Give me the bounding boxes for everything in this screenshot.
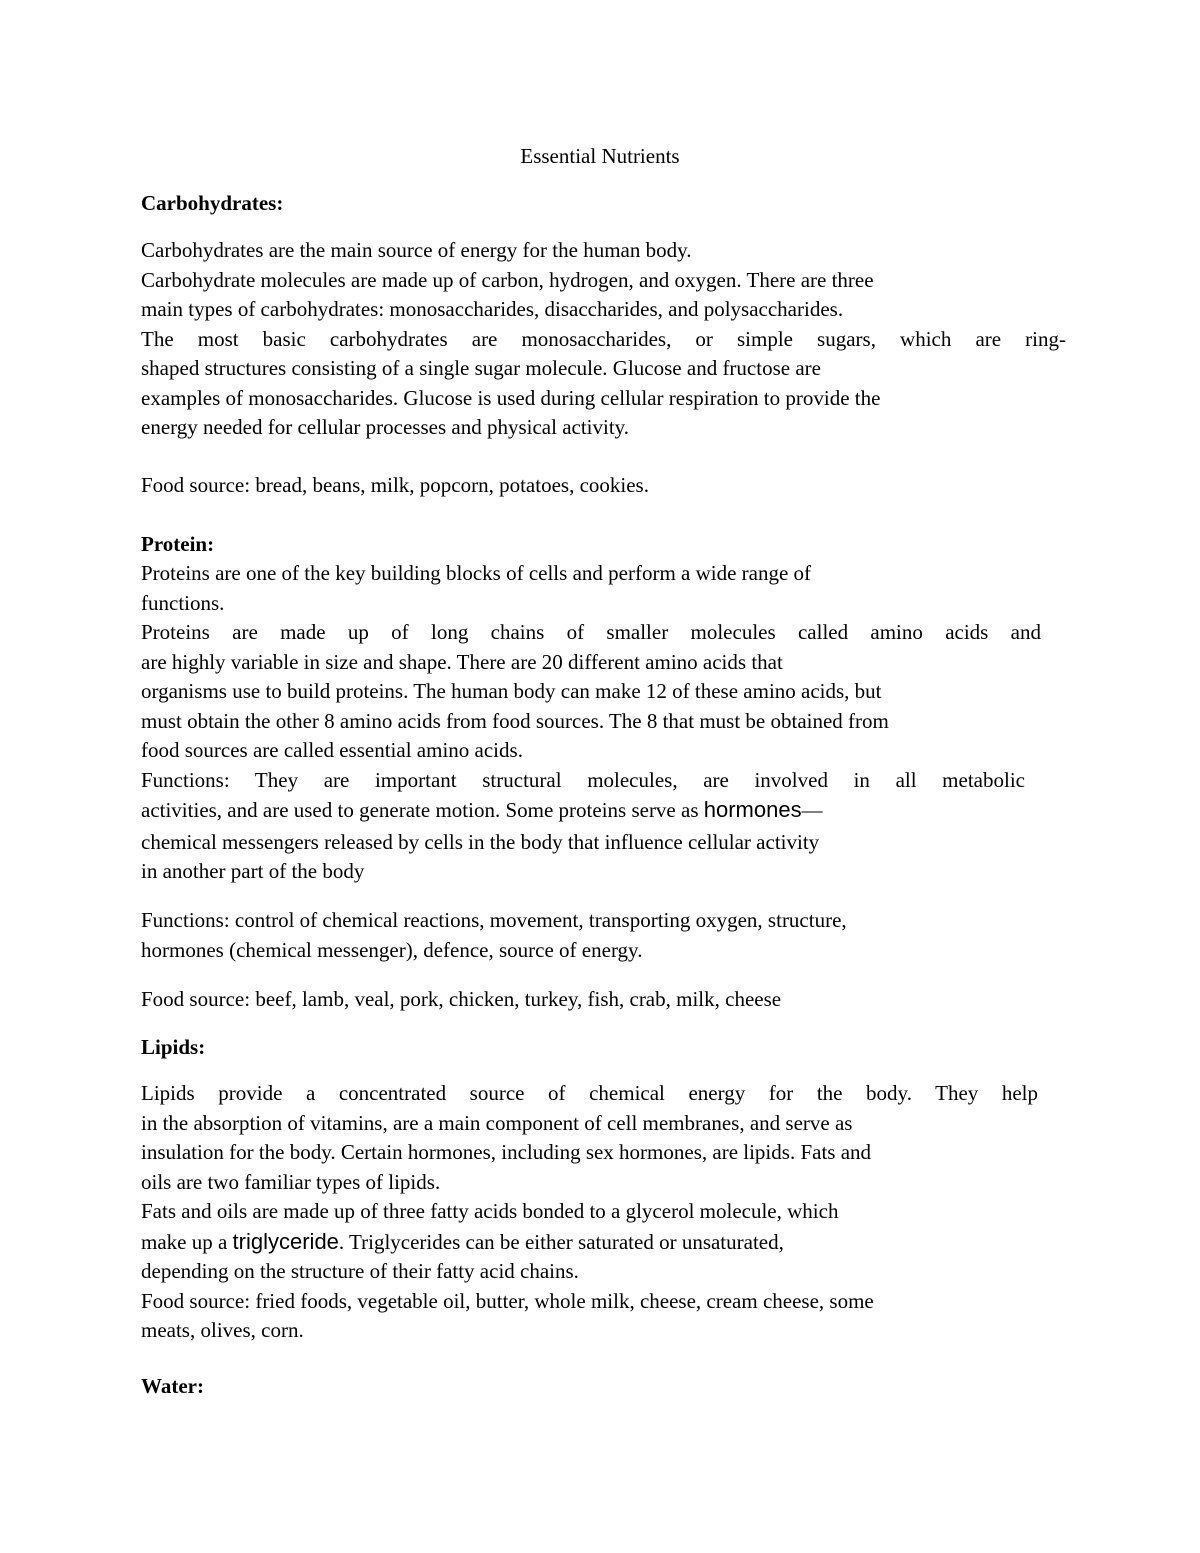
protein-paragraph	[141, 559, 1066, 887]
paragraph-line: are highly variable in size and shape. There are 20 different amino acids that	[141, 649, 783, 674]
paragraph-line: Functions: control of chemical reactions, movement, transporting oxygen, structure,	[141, 908, 847, 932]
carbohydrates-paragraph	[141, 236, 1066, 443]
line-text: make up a	[141, 1229, 228, 1254]
paragraph-line: Functions: They are important structural molecules, are involved in all metabolic	[141, 767, 1025, 792]
paragraph-line: Food source: fried foods, vegetable oil, butter, whole milk, cheese, cream cheese, some	[141, 1288, 874, 1313]
paragraph-line: functions.	[141, 590, 225, 615]
paragraph-line: examples of monosaccharides. Glucose is used during cellular respiration to provide the	[141, 385, 881, 410]
paragraph-line: must obtain the other 8 amino acids from food sources. The 8 that must be obtained from	[141, 708, 889, 733]
paragraph-line: hormones (chemical messenger), defence, source of energy.	[141, 937, 643, 962]
lipids-heading: Lipids:	[141, 1035, 206, 1059]
water-heading: Water:	[141, 1374, 204, 1398]
paragraph-line: insulation for the body. Certain hormones, including sex hormones, are lipids. Fats and	[141, 1140, 872, 1164]
paragraph-line: in another part of the body	[141, 859, 365, 883]
protein-food-source: Food source: beef, lamb, veal, pork, chicken, turkey, fish, crab, milk, cheese	[141, 987, 782, 1011]
paragraph-line: main types of carbohydrates: monosaccharides, disaccharides, and polysaccharides.	[141, 297, 844, 321]
protein-heading: Protein:	[141, 532, 215, 556]
paragraph-line: Fats and oils are made up of three fatty acids bonded to a glycerol molecule, which	[141, 1199, 839, 1223]
paragraph-line: Carbohydrates are the main source of energy for the human body.	[141, 238, 692, 262]
paragraph-line: shaped structures consisting of a single sugar molecule. Glucose and fructose are	[141, 356, 821, 380]
protein-functions	[141, 906, 1066, 965]
paragraph-line: meats, olives, corn.	[141, 1318, 304, 1342]
triglyceride-term: triglyceride	[232, 1228, 339, 1254]
paragraph-line: chemical messengers released by cells in the body that influence cellular activity	[141, 829, 820, 854]
document-title: Essential Nutrients	[520, 144, 680, 168]
paragraph-line: oils are two familiar types of lipids.	[141, 1169, 441, 1194]
paragraph-line: The most basic carbohydrates are monosaccharides, or simple sugars, which are ring-	[141, 326, 1066, 351]
em-dash: —	[801, 798, 823, 822]
hormones-term: hormones	[703, 797, 802, 822]
carbohydrates-food-source: Food source: bread, beans, milk, popcorn, potatoes, cookies.	[141, 473, 649, 497]
paragraph-line: Proteins are one of the key building blocks of cells and perform a wide range of	[141, 561, 812, 585]
paragraph-line: Lipids provide a concentrated source of chemical energy for the body. They help	[141, 1081, 1038, 1105]
paragraph-line: food sources are called essential amino acids.	[141, 738, 523, 762]
carbohydrates-heading: Carbohydrates:	[141, 191, 284, 215]
paragraph-line	[141, 795, 1066, 826]
paragraph-line: Carbohydrate molecules are made up of carbon, hydrogen, and oxygen. There are three	[141, 267, 874, 292]
paragraph-line	[141, 1227, 1066, 1258]
paragraph-line: energy needed for cellular processes and physical activity.	[141, 415, 630, 439]
line-text: activities, and are used to generate motion. Some proteins serve as	[141, 798, 699, 822]
lipids-paragraph	[141, 1079, 1066, 1346]
paragraph-line: in the absorption of vitamins, are a main component of cell membranes, and serve as	[141, 1110, 853, 1135]
paragraph-line: organisms use to build proteins. The human body can make 12 of these amino acids, but	[141, 679, 882, 703]
paragraph-line: depending on the structure of their fatty acid chains.	[141, 1259, 579, 1283]
paragraph-line: Proteins are made up of long chains of smaller molecules called amino acids and	[141, 620, 1041, 644]
line-text: . Triglycerides can be either saturated or unsaturated,	[338, 1229, 784, 1254]
